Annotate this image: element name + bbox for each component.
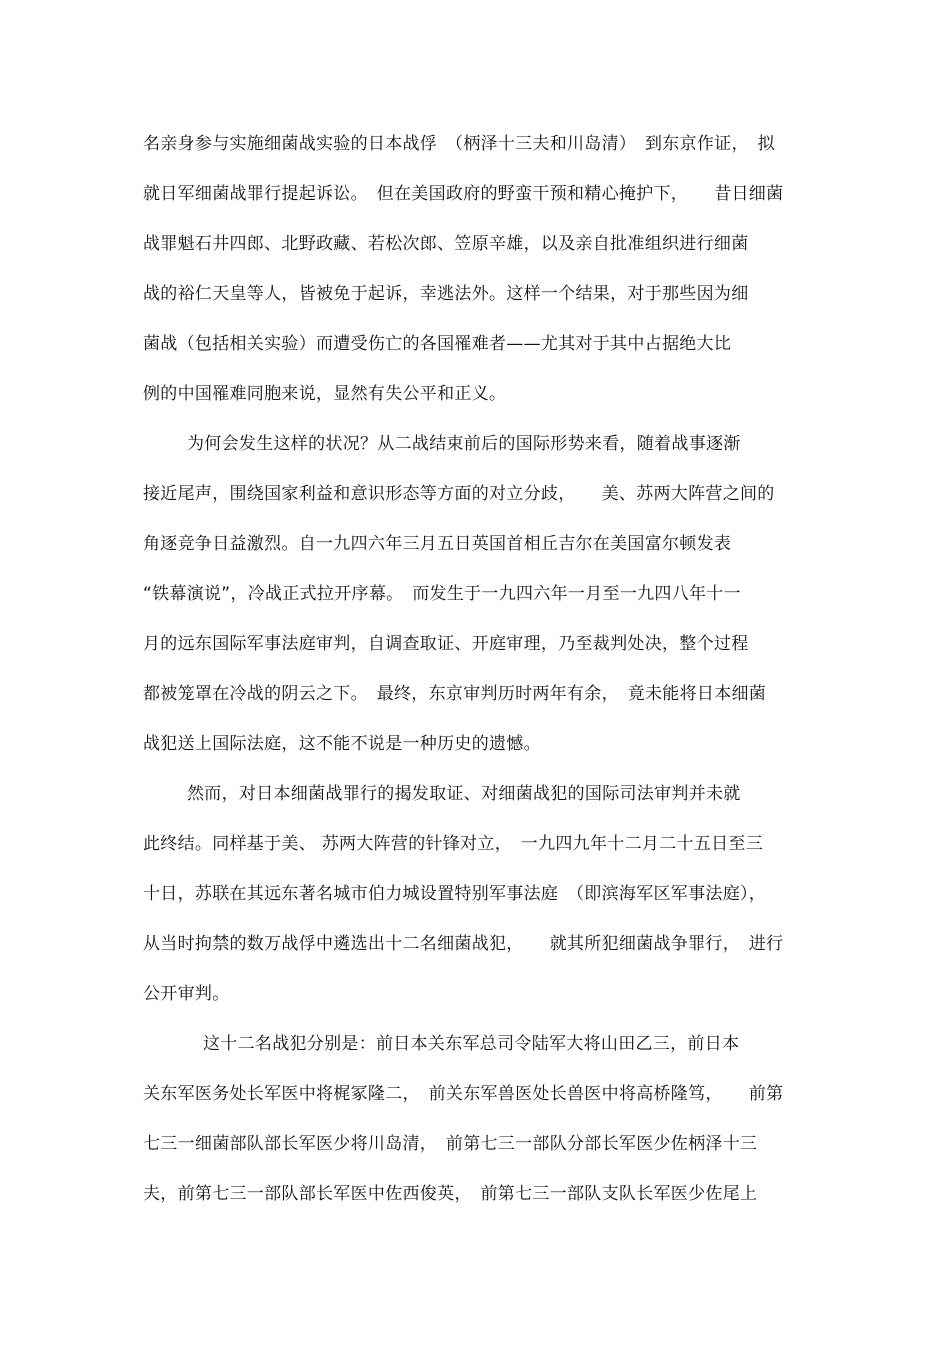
text-line: 夫，前第七三一部队部长军医中佐西俊英， 前第七三一部队支队长军医少佐尾上 xyxy=(143,1184,758,1204)
text-line: 都被笼罩在冷战的阴云之下。 最终，东京审判历时两年有余， 竟未能将日本细菌 xyxy=(143,684,767,704)
text-line: 战犯送上国际法庭，这不能不说是一种历史的遗憾。 xyxy=(143,734,541,754)
text-line: 名亲身参与实施细菌战实验的日本战俘 （柄泽十三夫和川岛清） 到东京作证， 拟 xyxy=(143,134,775,154)
text-line: 菌战（包括相关实验）而遭受伤亡的各国罹难者——尤其对于其中占据绝大比 xyxy=(143,334,732,354)
text-line: 战罪魁石井四郎、北野政藏、若松次郎、笠原辛雄，以及亲自批准组织进行细菌 xyxy=(143,234,749,254)
text-line: 就日军细菌战罪行提起诉讼。 但在美国政府的野蛮干预和精心掩护下， 昔日细菌 xyxy=(143,184,784,204)
paragraph-first-line: 为何会发生这样的状况？从二战结束前后的国际形势来看，随着战事逐渐 xyxy=(187,434,741,454)
text-line: 例的中国罹难同胞来说，显然有失公平和正义。 xyxy=(143,384,507,404)
text-line: 接近尾声，围绕国家利益和意识形态等方面的对立分歧， 美、苏两大阵营之间的 xyxy=(143,484,775,504)
paragraph-first-line: 然而，对日本细菌战罪行的揭发取证、对细菌战犯的国际司法审判并未就 xyxy=(187,784,741,804)
text-line: 七三一细菌部队部长军医少将川岛清， 前第七三一部队分部长军医少佐柄泽十三 xyxy=(143,1134,758,1154)
text-line: 关东军医务处长军医中将梶冢隆二， 前关东军兽医处长兽医中将高桥隆笃， 前第 xyxy=(143,1084,784,1104)
text-line: “铁幕演说”，冷战正式拉开序幕。 而发生于一九四六年一月至一九四八年十一 xyxy=(143,584,741,604)
text-line: 公开审判。 xyxy=(143,984,230,1004)
text-line: 角逐竞争日益激烈。自一九四六年三月五日英国首相丘吉尔在美国富尔顿发表 xyxy=(143,534,732,554)
text-line: 十日，苏联在其远东著名城市伯力城设置特别军事法庭 （即滨海军区军事法庭）， xyxy=(143,884,767,904)
text-line: 从当时拘禁的数万战俘中遴选出十二名细菌战犯， 就其所犯细菌战争罪行， 进行 xyxy=(143,934,784,954)
text-line: 月的远东国际军事法庭审判，自调查取证、开庭审理，乃至裁判处决，整个过程 xyxy=(143,634,749,654)
paragraph-first-line: 这十二名战犯分别是：前日本关东军总司令陆军大将山田乙三，前日本 xyxy=(203,1034,740,1054)
text-line: 此终结。同样基于美、 苏两大阵营的针锋对立， 一九四九年十二月二十五日至三 xyxy=(143,834,764,854)
text-line: 战的裕仁天皇等人，皆被免于起诉，幸逃法外。这样一个结果，对于那些因为细 xyxy=(143,284,749,304)
